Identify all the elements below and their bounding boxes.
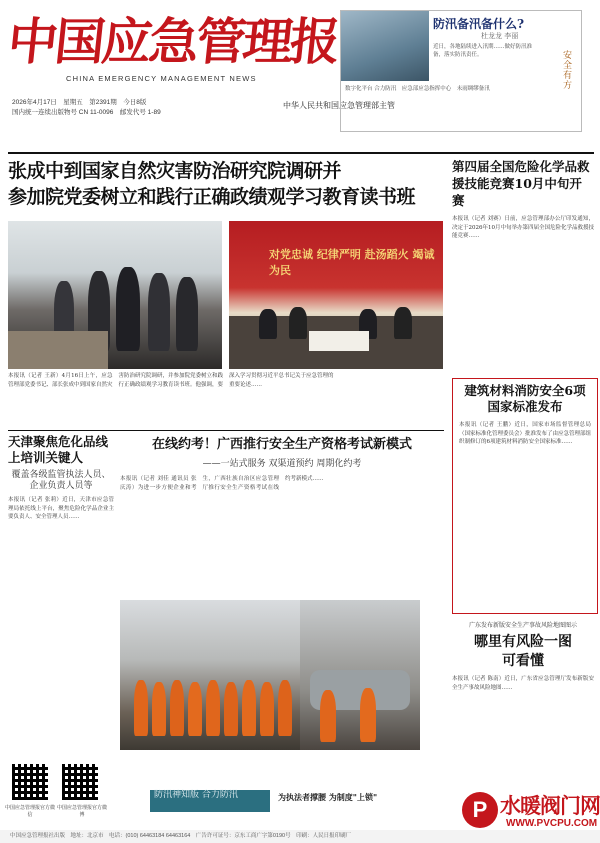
tianjin-deck: 覆盖各级监管执法人员、企业负责人员等 bbox=[11, 470, 111, 491]
watermark-url: WWW.PVCPU.COM bbox=[506, 818, 598, 829]
promo-title: 防汛备汛备什么? bbox=[433, 17, 525, 31]
promo-side-label: 安全有方 bbox=[563, 51, 573, 91]
watermark-logo-icon: P bbox=[462, 792, 498, 828]
promo-bottom-text: 数字化平台 合力防汛 应急部应急指挥中心 未雨绸缪备汛 bbox=[345, 86, 490, 92]
wechat-qr-label: 中国应急管理报官方微信 bbox=[4, 805, 55, 818]
guangxi-deck: ——一站式服务 双渠道预约 周期化约考 bbox=[202, 459, 362, 469]
promo-photo bbox=[341, 11, 429, 81]
risk-map-body: 本报讯（记者 陈南）近日，广东省应急管理厅发布新版安全生产事故风险地图…… bbox=[452, 676, 594, 691]
rescue-drill-photo-car bbox=[300, 600, 420, 750]
guangxi-headline: 在线约考！广西推行安全生产资格考试新模式 bbox=[151, 437, 412, 452]
guangxi-body: 本报讯（记者 刘佳 通讯员 张庆涛）为进一步方便企业和考生，广西壮族自治区应急管理厅推行安全生产资格考试在线约考新模式…… bbox=[120, 476, 324, 491]
tianjin-article[interactable] bbox=[8, 434, 114, 746]
promo-box[interactable] bbox=[340, 10, 582, 132]
footer-line: 中国应急管理报社出版 地址：北京市 电话：(010) 64463184 64463164 广告许可证号：京东工商广字第0190号 印刷：人民日报印刷厂 bbox=[0, 830, 600, 843]
lead-photo-lab-visit bbox=[8, 221, 222, 369]
masthead bbox=[4, 12, 341, 86]
law-enforcement-promo[interactable]: 为执法者撑腰 为制度"上锁" bbox=[278, 792, 378, 802]
publication-info bbox=[12, 98, 252, 118]
hazchem-headline: 第四届全国危险化学品救援技能竞赛10月中旬开赛 bbox=[452, 159, 590, 208]
newspaper-subtitle-en: CHINA EMERGENCY MANAGEMENT NEWS bbox=[66, 74, 257, 83]
promo-author: 杜龙龙 李丽 bbox=[481, 32, 519, 40]
risk-map-headline: 哪里有风险一图可看懂 bbox=[474, 634, 572, 669]
tianjin-headline: 天津聚焦危化品线上培训关键人 bbox=[8, 434, 109, 465]
newspaper-title: 中国应急管理报 bbox=[4, 12, 341, 71]
building-materials-box[interactable] bbox=[452, 378, 598, 614]
lead-photo-banner-text: 对党忠诚 纪律严明 赴汤蹈火 竭诚为民 bbox=[269, 248, 435, 277]
building-materials-body: 本报讯（记者 王鹏）近日，国家市场监督管理总局（国家标准化管理委员会）批准发布了由应急管理部组织制修订的6项建筑材料消防安全国家标准…… bbox=[459, 422, 591, 446]
weibo-qr-label: 中国应急管理报官方微博 bbox=[56, 805, 107, 818]
risk-map-kicker: 广东发布新版安全生产事故风险地图图示 bbox=[468, 622, 577, 629]
lead-photo-study-session bbox=[229, 221, 443, 369]
lead-headline[interactable] bbox=[8, 158, 448, 210]
hazchem-article[interactable] bbox=[452, 158, 594, 395]
promo-text: 近日，各地陆续进入汛期……做好防汛准备，落实防汛责任。 bbox=[433, 44, 533, 58]
guangxi-article[interactable] bbox=[120, 436, 444, 605]
building-materials-headline: 建筑材料消防安全6项国家标准发布 bbox=[464, 383, 586, 414]
tianjin-body: 本报讯（记者 张莉）近日，天津市应急管理局依托线上平台，聚焦危险化学品企业主要负责人、安全管理人员…… bbox=[8, 497, 114, 521]
date-line: 2026年4月17日 星期五 第2391期 今日8版 bbox=[12, 99, 147, 106]
lead-body: 本报讯（记者 王新）4月16日上午，应急管理部党委书记、部长张成中到国家自然灾害防治研究院调研，并参加院党委树立和践行正确政绩观学习教育读书班。他强调，要深入学习贯彻习近平总书记关于应急管理的重要论述…… bbox=[8, 373, 334, 388]
risk-map-article[interactable] bbox=[452, 620, 594, 785]
lead-headline-line1: 张成中到国家自然灾害防治研究院调研并 bbox=[8, 160, 342, 182]
hazchem-body: 本报讯（记者 刘赛）日前，应急管理部办公厅印发通知，决定于2026年10月中旬举办第四届全国危险化学品救援技能竞赛…… bbox=[452, 216, 594, 240]
section-rule bbox=[8, 430, 444, 431]
watermark-name: 水暖阀门网 bbox=[500, 793, 600, 818]
lead-headline-line2: 参加院党委树立和践行正确政绩观学习教育读书班 bbox=[8, 186, 416, 208]
code-line: 国内统一连续出版物号 CN 11-0096 邮发代号 1-89 bbox=[12, 109, 161, 116]
wechat-qr-code[interactable] bbox=[12, 764, 48, 800]
masthead-rule bbox=[8, 152, 594, 154]
weibo-qr-code[interactable] bbox=[62, 764, 98, 800]
sponsor-line: 中华人民共和国应急管理部主管 bbox=[283, 101, 395, 110]
flood-promo-banner[interactable]: 防汛神知版 合力防汛 bbox=[150, 790, 270, 812]
